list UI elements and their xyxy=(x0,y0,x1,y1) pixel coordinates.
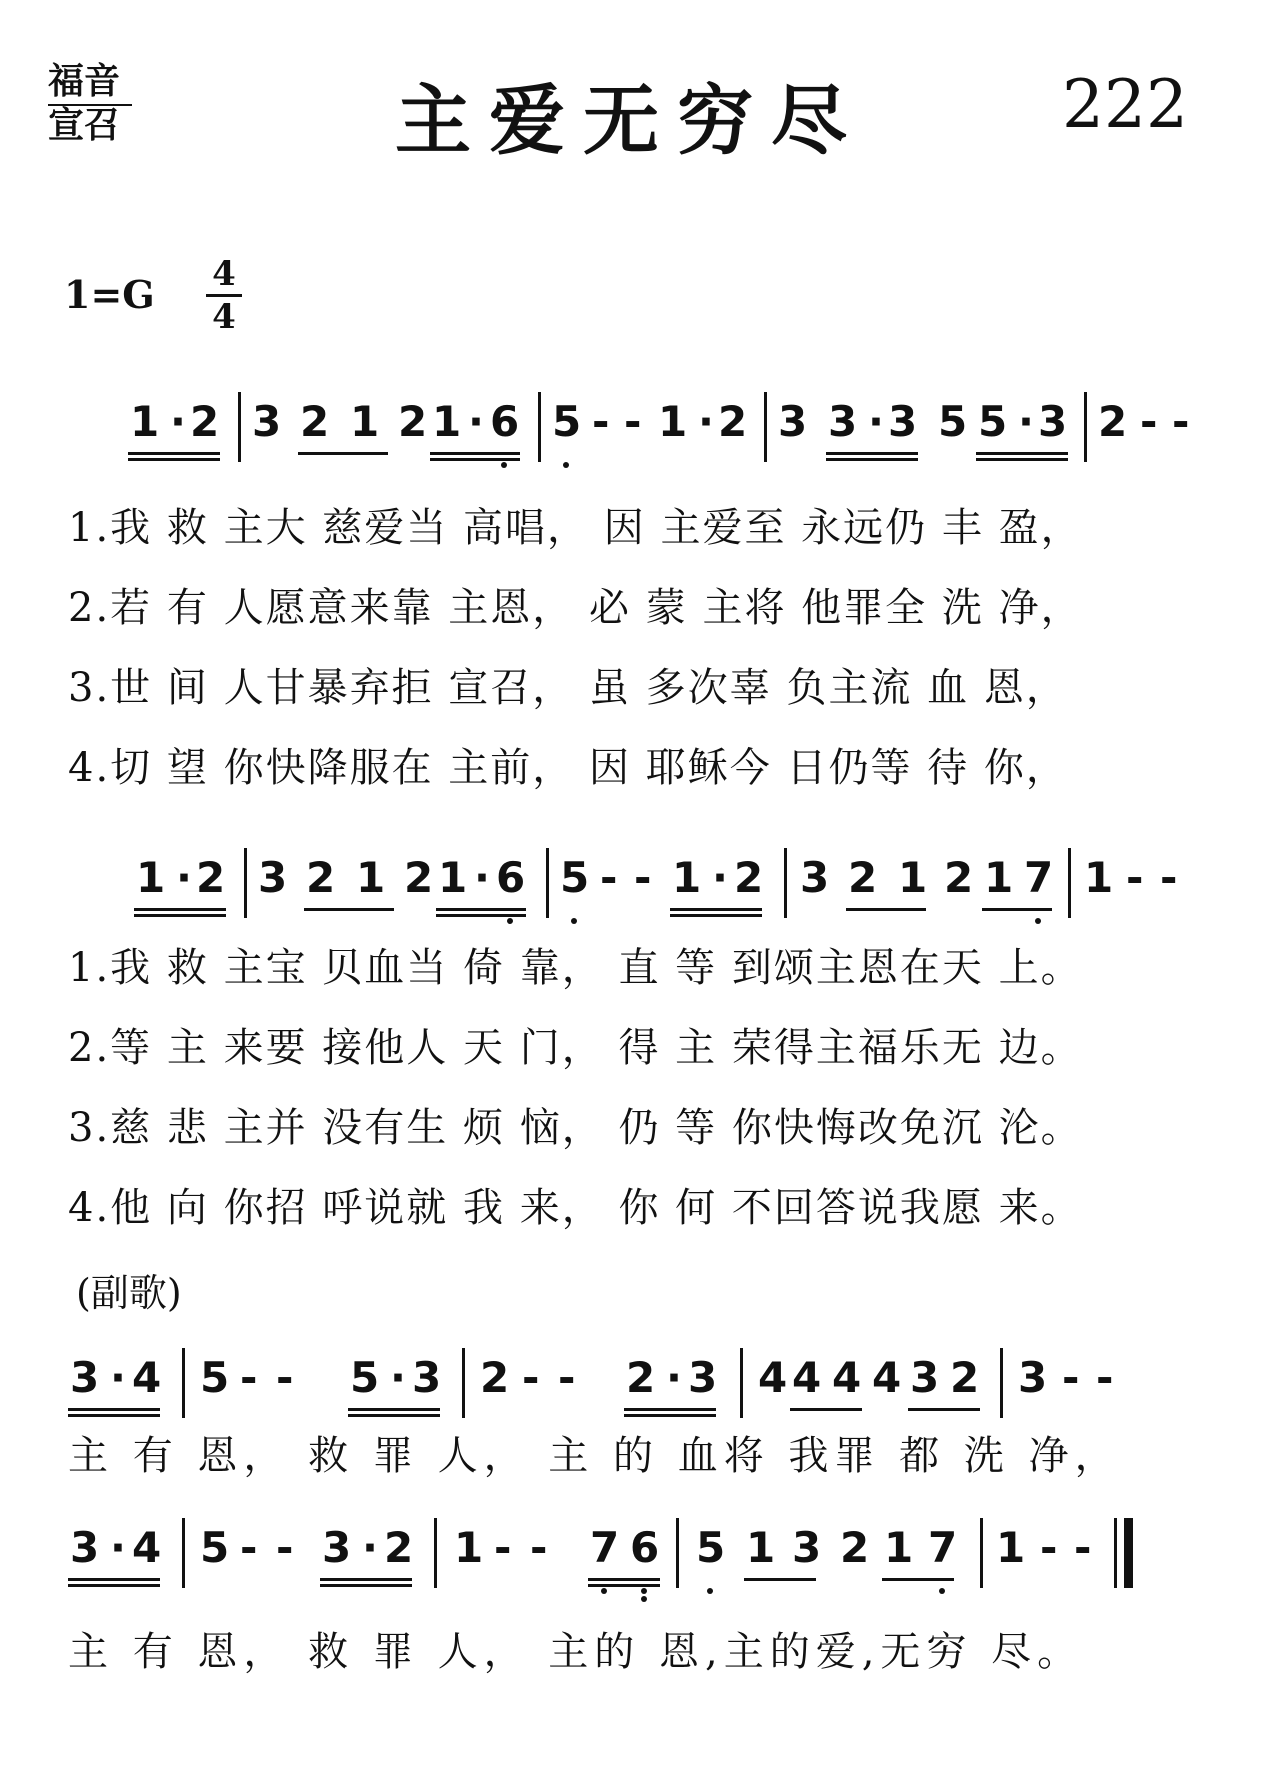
barline xyxy=(764,392,767,462)
barline xyxy=(676,1518,679,1588)
octave-dot xyxy=(939,1588,945,1594)
note: 1 xyxy=(432,397,462,446)
beam-underline xyxy=(908,1408,980,1411)
note: 2 xyxy=(626,1353,656,1402)
octave-dot xyxy=(563,462,569,468)
note: 1 xyxy=(984,853,1014,902)
note: 1 xyxy=(136,853,166,902)
note: 4 xyxy=(872,1353,902,1402)
note: 7 xyxy=(1024,853,1054,902)
note: 5 xyxy=(200,1523,230,1572)
note: 3 xyxy=(800,853,830,902)
beam-underline xyxy=(976,452,1068,455)
beam-underline xyxy=(298,452,388,455)
note: 2 xyxy=(196,853,226,902)
dash: - xyxy=(1096,1353,1114,1402)
beam-underline xyxy=(68,1578,160,1581)
dot-mark: · xyxy=(390,1353,406,1402)
dot-mark: · xyxy=(362,1523,378,1572)
category-line-2: 宣召 xyxy=(48,105,121,146)
note: 3 xyxy=(1018,1353,1048,1402)
verse-3-line-2: 3.慈 悲 主并 没有生 烦 恼， 仍 等 你快悔改免沉 沦。 xyxy=(68,1105,1083,1151)
note: 4 xyxy=(132,1353,162,1402)
notation-line-3 xyxy=(0,1354,1280,1444)
verse-4-line-1: 4.切 望 你快降服在 主前， 因 耶稣今 日仍等 待 你， xyxy=(68,745,1068,791)
dot-mark: · xyxy=(110,1353,126,1402)
note: 3 xyxy=(910,1353,940,1402)
note: 4 xyxy=(758,1353,788,1402)
category-line-1: 福音 xyxy=(48,61,121,102)
dot-mark: · xyxy=(712,853,728,902)
beam-underline xyxy=(348,1414,440,1417)
note: 2 xyxy=(1098,397,1128,446)
dash: - xyxy=(276,1523,294,1572)
note: 5 xyxy=(938,397,968,446)
note: 2 xyxy=(398,397,428,446)
beam-underline xyxy=(134,908,226,911)
note: 2 xyxy=(944,853,974,902)
beam-underline xyxy=(588,1578,660,1581)
notation-line-2 xyxy=(0,854,1280,944)
beam-underline xyxy=(976,458,1068,461)
hymn-number: 222 xyxy=(1062,66,1188,143)
beam-underline xyxy=(128,458,220,461)
dot-mark: · xyxy=(170,397,186,446)
dash: - xyxy=(600,853,618,902)
note: 2 xyxy=(384,1523,414,1572)
dash: - xyxy=(1062,1353,1080,1402)
verse-1-line-1: 1.我 救 主大 慈爱当 高唱， 因 主爱至 永远仍 丰 盈， xyxy=(68,505,1083,551)
dash: - xyxy=(592,397,610,446)
dash: - xyxy=(1126,853,1144,902)
hymn-title: 主爱无穷尽 xyxy=(395,76,865,165)
verse-4-line-2: 4.他 向 你招 呼说就 我 来， 你 何 不回答说我愿 来。 xyxy=(68,1185,1083,1231)
dot-mark: · xyxy=(110,1523,126,1572)
notation-line-1 xyxy=(0,398,1280,488)
barline xyxy=(784,848,787,918)
dash: - xyxy=(240,1353,258,1402)
dash: - xyxy=(1040,1523,1058,1572)
note: 3 xyxy=(322,1523,352,1572)
beam-underline xyxy=(744,1578,816,1581)
beam-underline xyxy=(430,452,520,455)
dot-mark: · xyxy=(1018,397,1034,446)
final-barline xyxy=(1124,1518,1133,1588)
barline xyxy=(434,1518,437,1588)
dot-mark: · xyxy=(176,853,192,902)
dash: - xyxy=(494,1523,512,1572)
octave-dot xyxy=(707,1588,713,1594)
note: 7 xyxy=(928,1523,958,1572)
note: 2 xyxy=(190,397,220,446)
barline xyxy=(182,1518,185,1588)
note: 2 xyxy=(840,1523,870,1572)
beam-underline xyxy=(436,908,526,911)
beam-underline xyxy=(304,908,394,911)
beam-underline xyxy=(320,1584,412,1587)
note: 3 xyxy=(828,397,858,446)
note: 2 xyxy=(848,853,878,902)
chorus-lyric-1: 主 有 恩， 救 罪 人， 主 的 血将 我罪 都 洗 净， xyxy=(68,1433,1121,1479)
note: 3 xyxy=(70,1353,100,1402)
beam-underline xyxy=(670,908,762,911)
barline xyxy=(1000,1348,1003,1418)
note: 1 xyxy=(438,853,468,902)
notation-line-4 xyxy=(0,1524,1280,1614)
barline xyxy=(462,1348,465,1418)
dot-mark: · xyxy=(698,397,714,446)
beam-underline xyxy=(882,1578,954,1581)
octave-dot xyxy=(507,918,513,924)
verse-2-line-2: 2.等 主 来要 接他人 天 门， 得 主 荣得主福乐无 边。 xyxy=(68,1025,1083,1071)
chorus-lyric-2: 主 有 恩， 救 罪 人， 主的 恩,主的爱,无穷 尽。 xyxy=(68,1629,1084,1675)
dot-mark: · xyxy=(868,397,884,446)
octave-dot xyxy=(501,462,507,468)
dash: - xyxy=(276,1353,294,1402)
note: 2 xyxy=(950,1353,980,1402)
note: 1 xyxy=(884,1523,914,1572)
note: 5 xyxy=(350,1353,380,1402)
barline xyxy=(244,848,247,918)
note: 6 xyxy=(490,397,520,446)
note: 6 xyxy=(496,853,526,902)
note: 3 xyxy=(688,1353,718,1402)
note: 1 xyxy=(672,853,702,902)
note: 3 xyxy=(258,853,288,902)
beam-underline xyxy=(68,1584,160,1587)
note: 5 xyxy=(552,397,582,446)
beam-underline xyxy=(128,452,220,455)
key-signature: 1=G xyxy=(64,272,155,317)
barline xyxy=(546,848,549,918)
note: 1 xyxy=(454,1523,484,1572)
beam-underline xyxy=(624,1414,716,1417)
beam-underline xyxy=(982,908,1052,911)
note: 2 xyxy=(404,853,434,902)
dot-mark: · xyxy=(666,1353,682,1402)
note: 1 xyxy=(1084,853,1114,902)
note: 4 xyxy=(792,1353,822,1402)
beam-underline xyxy=(790,1408,862,1411)
octave-dot xyxy=(641,1588,647,1594)
note: 4 xyxy=(832,1353,862,1402)
barline xyxy=(182,1348,185,1418)
beam-underline xyxy=(826,458,918,461)
dash: - xyxy=(558,1353,576,1402)
time-signature xyxy=(206,256,242,335)
beam-underline xyxy=(624,1408,716,1411)
beam-underline xyxy=(430,458,520,461)
dash: - xyxy=(634,853,652,902)
barline xyxy=(1068,848,1071,918)
note: 2 xyxy=(480,1353,510,1402)
note: 5 xyxy=(696,1523,726,1572)
note: 3 xyxy=(252,397,282,446)
dash: - xyxy=(1140,397,1158,446)
beam-underline xyxy=(68,1408,160,1411)
note: 6 xyxy=(630,1523,660,1572)
verse-3-line-1: 3.世 间 人甘暴弃拒 宣召， 虽 多次辜 负主流 血 恩， xyxy=(68,665,1068,711)
dot-mark: · xyxy=(468,397,484,446)
beam-underline xyxy=(588,1584,660,1587)
final-barline-thin xyxy=(1114,1518,1117,1588)
dot-mark: · xyxy=(474,853,490,902)
time-signature-bottom: 4 xyxy=(212,297,236,337)
note: 3 xyxy=(412,1353,442,1402)
dash: - xyxy=(1172,397,1190,446)
note: 7 xyxy=(590,1523,620,1572)
octave-dot xyxy=(601,1588,607,1594)
note: 1 xyxy=(658,397,688,446)
note: 1 xyxy=(350,397,380,446)
note: 1 xyxy=(898,853,928,902)
barline xyxy=(238,392,241,462)
beam-underline xyxy=(436,914,526,917)
barline xyxy=(1084,392,1087,462)
octave-dot xyxy=(641,1596,647,1602)
note: 2 xyxy=(306,853,336,902)
chorus-label: (副歌) xyxy=(76,1271,182,1315)
beam-underline xyxy=(670,914,762,917)
dash: - xyxy=(1160,853,1178,902)
verse-2-line-1: 2.若 有 人愿意来靠 主恩， 必 蒙 主将 他罪全 洗 净， xyxy=(68,585,1083,631)
note: 2 xyxy=(300,397,330,446)
barline xyxy=(538,392,541,462)
barline xyxy=(980,1518,983,1588)
note: 1 xyxy=(996,1523,1026,1572)
note: 2 xyxy=(734,853,764,902)
note: 1 xyxy=(130,397,160,446)
note: 5 xyxy=(978,397,1008,446)
beam-underline xyxy=(320,1578,412,1581)
note: 3 xyxy=(70,1523,100,1572)
note: 1 xyxy=(746,1523,776,1572)
note: 3 xyxy=(778,397,808,446)
dash: - xyxy=(1074,1523,1092,1572)
note: 5 xyxy=(560,853,590,902)
beam-underline xyxy=(826,452,918,455)
note: 1 xyxy=(356,853,386,902)
note: 2 xyxy=(718,397,748,446)
beam-underline xyxy=(846,908,926,911)
beam-underline xyxy=(134,914,226,917)
note: 3 xyxy=(888,397,918,446)
note: 3 xyxy=(792,1523,822,1572)
beam-underline xyxy=(68,1414,160,1417)
beam-underline xyxy=(348,1408,440,1411)
barline xyxy=(740,1348,743,1418)
dash: - xyxy=(522,1353,540,1402)
time-signature-top: 4 xyxy=(206,256,242,297)
note: 5 xyxy=(200,1353,230,1402)
octave-dot xyxy=(571,918,577,924)
dash: - xyxy=(240,1523,258,1572)
dash: - xyxy=(530,1523,548,1572)
octave-dot xyxy=(1035,918,1041,924)
dash: - xyxy=(624,397,642,446)
verse-1-line-2: 1.我 救 主宝 贝血当 倚 靠， 直 等 到颂主恩在天 上。 xyxy=(68,945,1083,991)
note: 4 xyxy=(132,1523,162,1572)
note: 3 xyxy=(1038,397,1068,446)
